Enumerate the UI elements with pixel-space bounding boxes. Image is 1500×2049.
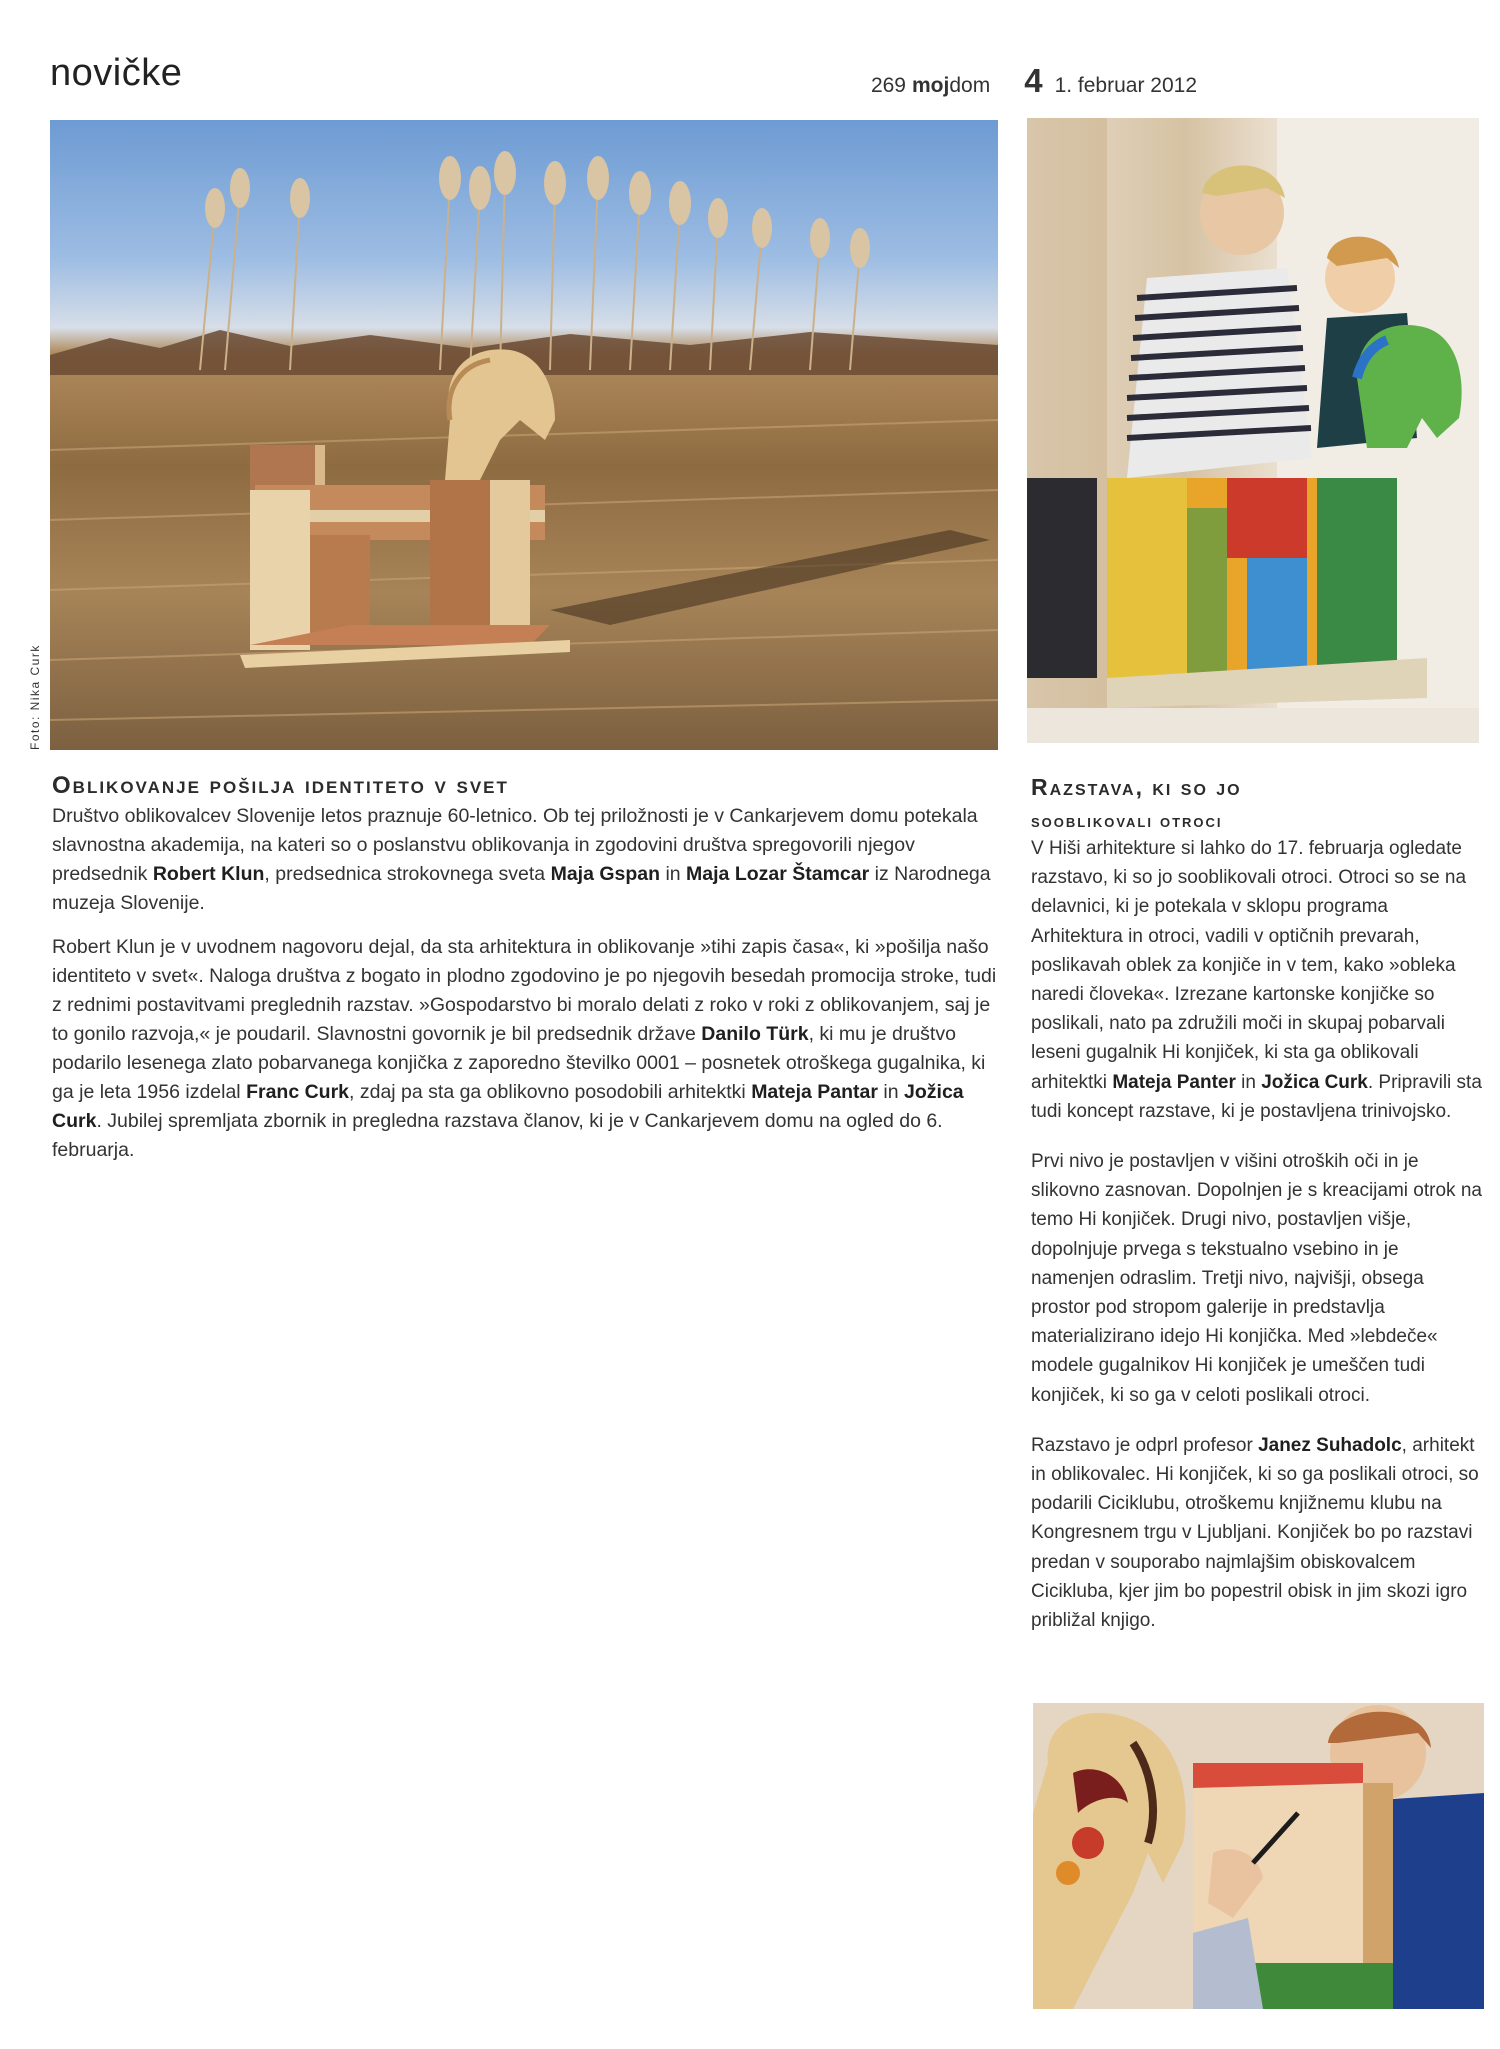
painting-workshop-photo bbox=[1027, 118, 1479, 743]
photo-credit: Foto: Nika Curk bbox=[28, 644, 42, 750]
article-headline: Razstava, ki so jo bbox=[1031, 774, 1242, 800]
article-subheadline: sooblikovali otroci bbox=[1031, 811, 1223, 831]
horse-shape bbox=[240, 349, 570, 668]
issue-number: 4 bbox=[1024, 62, 1043, 99]
issue-date: 1. februar 2012 bbox=[1054, 74, 1197, 97]
section-title: novičke bbox=[50, 52, 183, 94]
child-painting-illustration bbox=[1033, 1703, 1484, 2009]
article-paragraph: Razstavo je odprl profesor Janez Suhadolc, arhitekt in oblikovalec. Hi konjiček, ki so ga poslikali otroci, so podarili Ciciklubu, otroškemu knjižnemu klubu na Kongresnem trgu v Ljubljani. Konjiček bo po razstavi predan v souporabo najmlajšim obiskovalcem Cicikluba, kjer jim bo popestril obisk in jim skozi igro približal knjigo. bbox=[1031, 1434, 1479, 1632]
page-number: 269 bbox=[870, 74, 906, 97]
article-paragraph: Društvo oblikovalcev Slovenije letos praznuje 60-letnico. Ob tej priložnosti je v Cankarjevem domu potekala slavnostna akademija, na kateri so o poslanstvu oblikovanja in zgodovini društva spregovorili njegov predsednik Robert Klun, predsednica strokovnega sveta Maja Gspan in Maja Lozar Štamcar iz Narodnega muzeja Slovenije. bbox=[52, 805, 991, 914]
rocking-horse-photo bbox=[50, 120, 998, 750]
child-painting-photo bbox=[1033, 1703, 1484, 2009]
rocking-horse-illustration bbox=[50, 120, 998, 750]
painting-workshop-illustration bbox=[1027, 118, 1479, 743]
masthead bbox=[871, 64, 1197, 98]
article-headline: Oblikovanje pošilja identiteto v svet bbox=[52, 772, 509, 799]
magazine-logo: mojdom bbox=[912, 74, 991, 97]
article-paragraph: V Hiši arhitekture si lahko do 17. februarja ogledate razstavo, ki so jo sooblikovali otroci. Otroci so se na delavnici, ki je potekala v sklopu programa Arhitektura in otroci, vadili v optičnih prevarah, poslikavah oblek za konjiče in v tem, kako »obleka naredi človeka«. Izrezane kartonske konjičke so poslikali, nato pa združili moči in skupaj pobarvali leseni gugalnik Hi konjiček, ki sta ga oblikovali arhitektki Mateja Panter in Jožica Curk. Pripravili sta tudi koncept razstave, ki je postavljena trinivojsko. bbox=[1031, 838, 1482, 1122]
article-design-identity bbox=[52, 772, 1000, 1180]
article-paragraph: Prvi nivo je postavljen v višini otroških oči in je slikovno zasnovan. Dopolnjen je s kreacijami otrok na temo Hi konjiček. Drugi nivo, postavljen višje, dopolnjuje prvega s tekstualno vsebino in je namenjen odraslim. Tretji nivo, najvišji, obsega prostor pod stropom galerije in predstavlja materializirano idejo Hi konjička. Med »lebdeče« modele gugalnikov Hi konjiček je umeščen tudi konjiček, ki so ga v celoti poslikali otroci. bbox=[1031, 1151, 1482, 1406]
article-paragraph: Robert Klun je v uvodnem nagovoru dejal, da sta arhitektura in oblikovanje »tihi zapis časa«, ki »pošilja našo identiteto v svet«. Naloga društva z bogato in plodno zgodovino je po njegovih besedah promocija stroke, tudi z rednimi postavitvami preglednih razstav. »Gospodarstvo bi moralo delati z roko v roki z oblikovanjem, saj je to gonilo razvoja,« je poudaril. Slavnostni govornik je bil predsednik države Danilo Türk, ki mu je društvo podarilo lesenega zlato pobarvanega konjička z zaporedno številko 0001 – posnetek otroškega gugalnika, ki ga je leta 1956 izdelal Franc Curk, zdaj pa sta ga oblikovno posodobili arhitektki Mateja Pantar in Jožica Curk. Jubilej spremljata zbornik in pregledna razstava članov, ki je v Cankarjevem domu na ogled do 6. februarja. bbox=[52, 936, 997, 1161]
article-children-exhibition bbox=[1031, 770, 1483, 1656]
